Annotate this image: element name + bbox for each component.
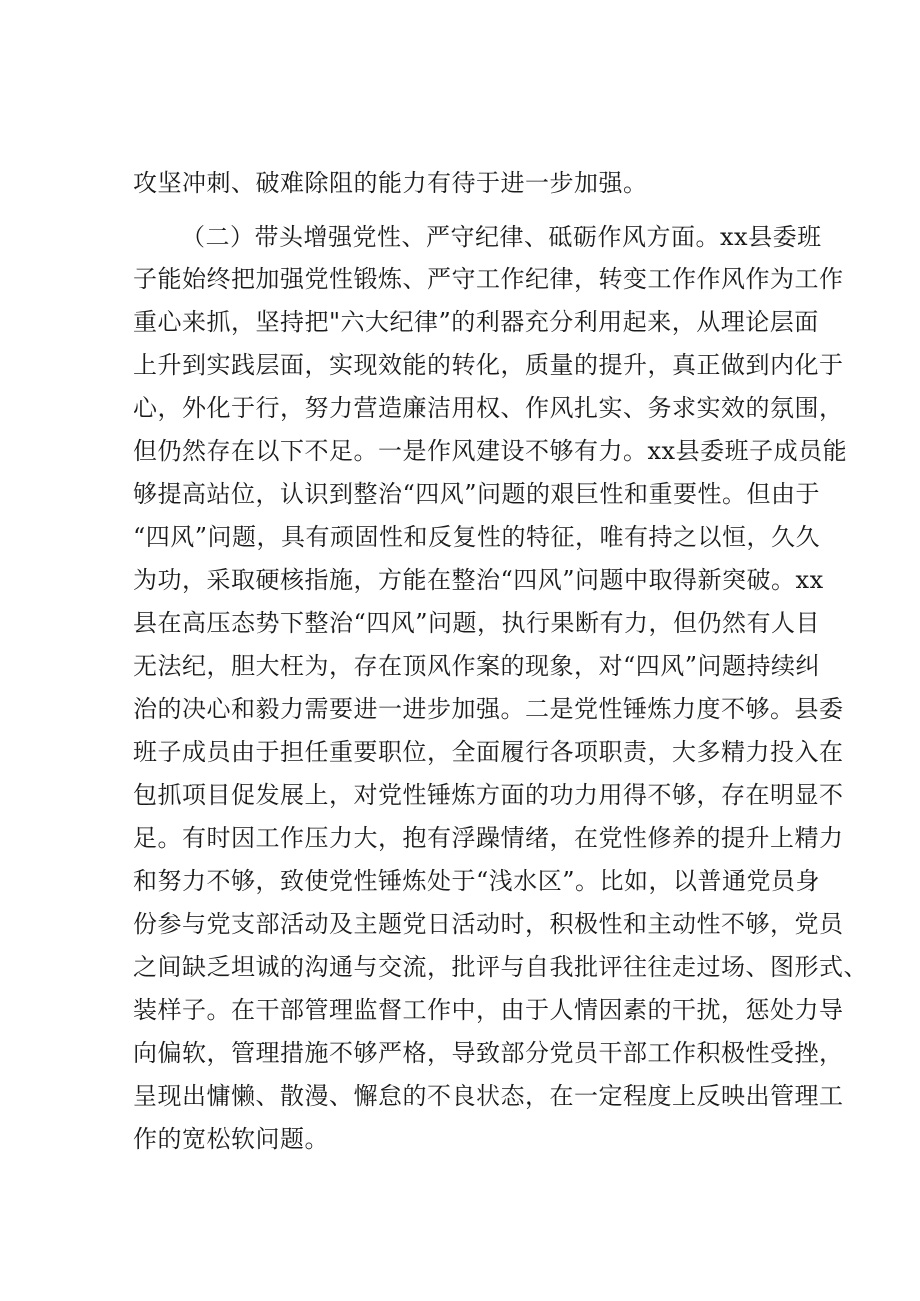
text-line-19: 之间缺乏坦诚的沟通与交流，批评与自我批评往往走过场、图形式、 (133, 953, 868, 981)
text-line-8: 够提高站位，认识到整治“四风”问题的艰巨性和重要性。但由于 (133, 480, 821, 508)
section-heading-line: （二）带头增强党性、严守纪律、砥砺作风方面。xx县委班 (181, 223, 822, 251)
text-line-12: 无法纪，胆大枉为，存在顶风作案的现象，对“四风”问题持续纠 (133, 652, 821, 680)
text-line-3: 子能始终把加强党性锻炼、严守工作纪律，转变工作作风作为工作 (133, 265, 844, 293)
text-line-16: 足。有时因工作压力大，抱有浮躁情绪，在党性修养的提升上精力 (133, 824, 844, 852)
text-line-22: 呈现出慵懒、散漫、懈怠的不良状态，在一定程度上反映出管理工 (133, 1082, 844, 1110)
text-line-14: 班子成员由于担任重要职位，全面履行各项职责，大多精力投入在 (133, 738, 844, 766)
text-line-10: 为功，采取硬核指施，方能在整治“四风”问题中取得新突破。xx (133, 566, 824, 594)
text-line-9: “四风”问题，具有顽固性和反复性的特征，唯有持之以恒，久久 (133, 523, 821, 551)
text-line-17: 和努力不够，致使党性锤炼处于“浅水区”。比如，以普通党员身 (133, 867, 821, 895)
text-line-4: 重心来抓，坚持把"六大纪律”的利器充分利用起来，从理论层面 (133, 308, 819, 336)
text-line-5: 上升到实践层面，实现效能的转化，质量的提升，真正做到内化于 (133, 351, 844, 379)
text-line-15: 包抓项目促发展上，对党性锤炼方面的功力用得不够，存在明显不 (133, 781, 844, 809)
text-line-7: 但仍然存在以下不足。一是作风建设不够有力。xx县委班子成员能 (133, 437, 848, 465)
text-line-6: 心，外化于行，努力营造廉洁用权、作风扎实、务求实效的氛围， (133, 394, 844, 422)
text-line-21: 向偏软，管理措施不够严格，导致部分党员干部工作积极性受挫， (133, 1039, 844, 1067)
text-line-20: 装样子。在干部管理监督工作中，由于人情因素的干扰，惩处力导 (133, 996, 844, 1024)
text-line-23: 作的宽松软问题。 (133, 1125, 329, 1153)
text-line-1: 攻坚冲刺、破难除阻的能力有待于进一步加强。 (133, 169, 648, 197)
text-line-13: 治的决心和毅力需要进一进步加强。二是党性锤炼力度不够。县委 (133, 695, 844, 723)
text-line-11: 县在高压态势下整治“四风”问题，执行果断有力，但仍然有人目 (133, 609, 821, 637)
text-line-18: 份参与党支部活动及主题党日活动时，积极性和主动性不够，党员 (133, 910, 844, 938)
